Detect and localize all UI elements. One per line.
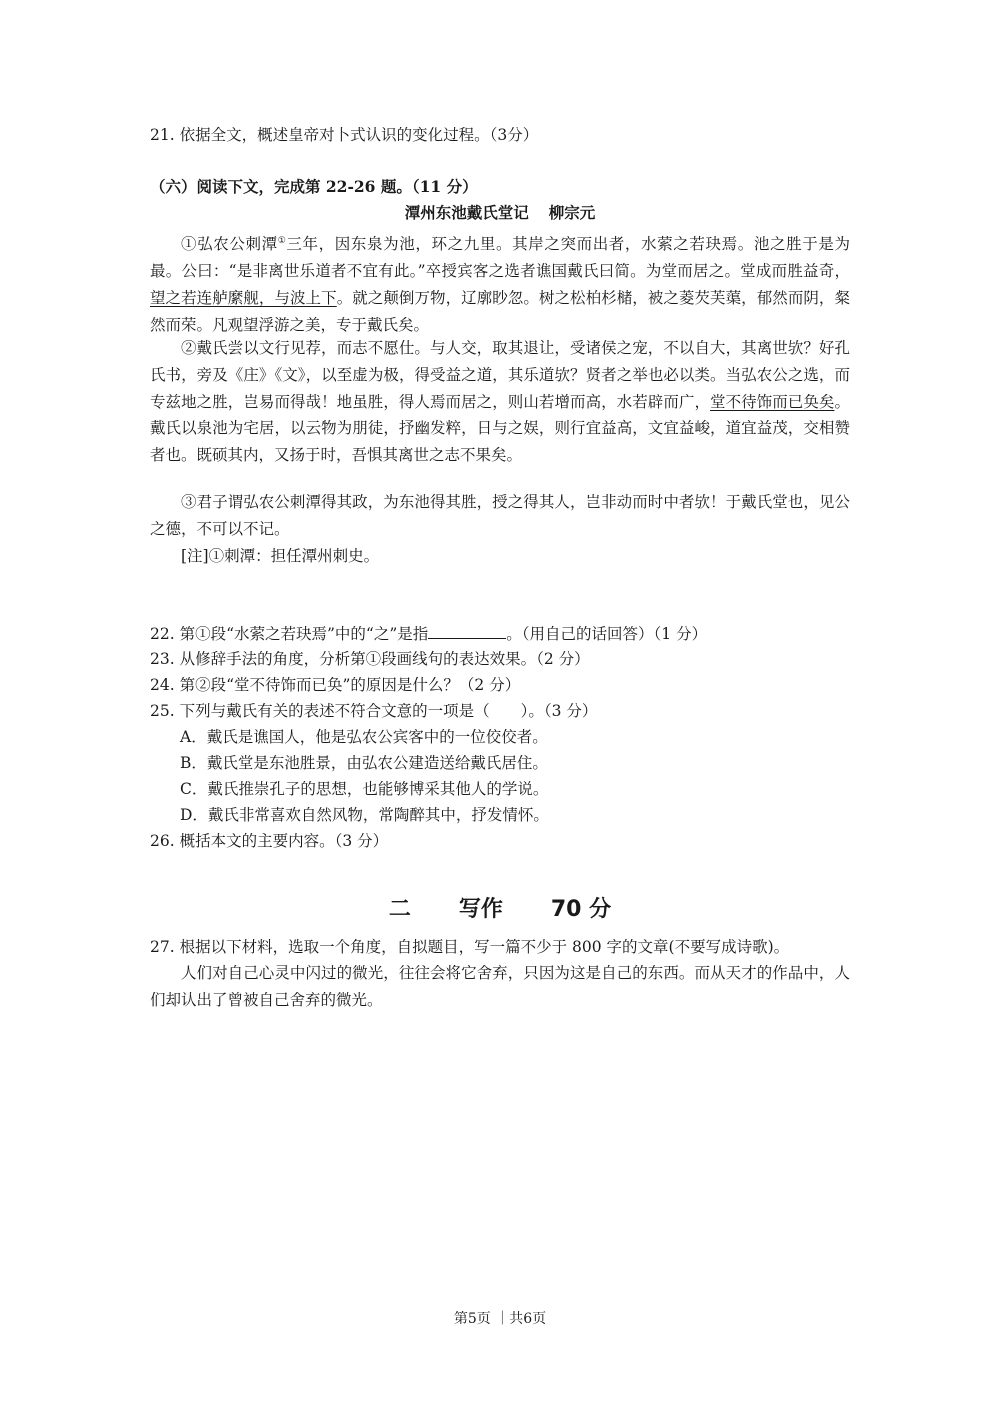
question-25: 25. 下列与戴氏有关的表述不符合文意的一项是（ ）。（3 分） xyxy=(150,702,598,720)
page-footer: 第5页 ｜共6页 xyxy=(453,1311,547,1327)
question-21: 21. 依据全文，概述皇帝对卜式认识的变化过程。（3分） xyxy=(150,126,539,144)
p1-text-b: 三年，因东泉为池，环之九里。其岸之突而出者，水萦之若玦焉。池之胜于是为最。公曰：“是非离世乐道者不宜有此。”卒授宾客之选者谯国戴氏曰简。为堂而居之。堂成而胜益奇， xyxy=(150,235,850,280)
q22-text-a: 22. 第①段“水萦之若玦焉”中的“之”是指 xyxy=(150,625,429,643)
passage-paragraph-1 xyxy=(150,228,850,338)
writing-material: 人们对自己心灵中闪过的微光，往往会将它舍弃，只因为这是自己的东西。而从天才的作品中，人们却认出了曾被自己舍弃的微光。 xyxy=(150,964,850,1009)
question-22 xyxy=(150,622,850,645)
passage-title xyxy=(150,202,850,224)
q25-option-d: D．戴氏非常喜欢自然风物，常陶醉其中，抒发情怀。 xyxy=(180,806,549,824)
writing-score: 70 分 xyxy=(550,897,612,922)
answer-blank[interactable] xyxy=(428,622,506,639)
passage-footnote: [注]①刺潭：担任潭州刺史。 xyxy=(181,547,380,565)
q25-option-a: A．戴氏是谯国人，他是弘农公宾客中的一位佼佼者。 xyxy=(180,728,548,746)
p2-underlined-sentence: 堂不待饰而已奂矣 xyxy=(710,392,835,411)
passage-title-text: 潭州东池戴氏堂记 xyxy=(404,203,529,222)
p1-underlined-sentence: 望之若连舻縻舰，与波上下 xyxy=(150,288,337,307)
question-24: 24. 第②段“堂不待饰而已奂”的原因是什么？（2 分） xyxy=(150,676,521,694)
q25-option-b: B．戴氏堂是东池胜景，由弘农公建造送给戴氏居住。 xyxy=(180,754,548,772)
passage-paragraph-2 xyxy=(150,335,850,469)
q22-text-b: 。（用自己的话回答）（1 分） xyxy=(506,625,708,643)
passage-author: 柳宗元 xyxy=(548,203,596,222)
writing-title: 写作 xyxy=(458,897,503,922)
section-6-heading: （六）阅读下文，完成第 22-26 题。（11 分） xyxy=(150,177,478,196)
q25-option-c: C．戴氏推崇孔子的思想，也能够博采其他人的学说。 xyxy=(180,780,549,798)
question-26: 26. 概括本文的主要内容。（3 分） xyxy=(150,832,389,850)
p2-text-a: ②戴氏尝以文行见荐，而志不愿仕。与人交，取其退让，受诸侯之宠，不以自大，其离世欤？好孔氏书，旁及《庄》《文》，以至虚为极，得受益之道，其乐道欤？贤者之举也必以类。当弘农公之选，而专兹地之胜，岂易而得哉！地虽胜，得人焉而居之，则山若增而高，水若辟而广， xyxy=(150,339,850,411)
p1-text-c: 。就之颠倒万物，辽廓眇忽。树之松柏杉槠，被之菱芡芙蕖，郁然而阴，粲然而荣。凡观望浮游之美，专于戴氏矣。 xyxy=(150,288,850,334)
writing-section-heading xyxy=(0,892,1000,923)
p1-text-a: ①弘农公刺潭 xyxy=(181,235,278,254)
footnote-marker: ① xyxy=(277,236,287,246)
passage-paragraph-3: ③君子谓弘农公刺潭得其政，为东池得其胜，授之得其人，岂非动而时中者欤！于戴氏堂也，见公之德，不可以不记。 xyxy=(150,493,850,538)
question-27: 27. 根据以下材料，选取一个角度，自拟题目，写一篇不少于 800 字的文章(不要写成诗歌)。 xyxy=(150,938,790,956)
p2-text-b: 。戴氏以泉池为宅居，以云物为朋徒，抒幽发粹，日与之娱，则行宜益高，文宜益峻，道宜益茂，交相赞者也。既硕其内，又扬于时，吾惧其离世之志不果矣。 xyxy=(150,392,850,465)
writing-number: 二 xyxy=(388,897,411,922)
question-23: 23. 从修辞手法的角度，分析第①段画线句的表达效果。（2 分） xyxy=(150,650,590,668)
